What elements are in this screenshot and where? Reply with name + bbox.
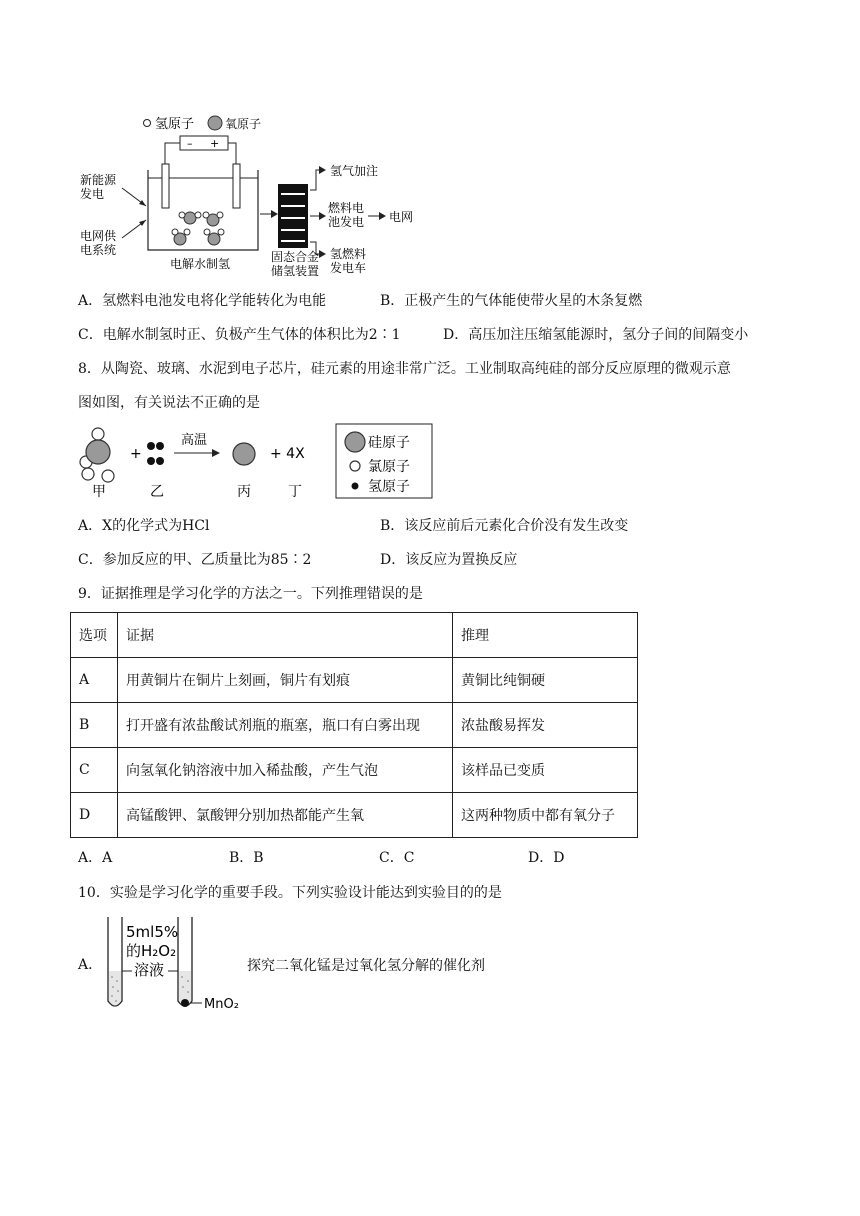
- solution-label-1: 5ml5%: [126, 923, 179, 941]
- label-jia: 甲: [92, 484, 106, 500]
- q9-option-b[interactable]: B．B: [229, 850, 264, 866]
- row-option: B: [71, 703, 118, 748]
- mno2-solid: [181, 999, 189, 1007]
- electrolysis-hydrogen-diagram: [78, 108, 428, 280]
- plus-sign-1: +: [130, 446, 142, 462]
- row-reasoning: 浓盐酸易挥发: [453, 703, 638, 748]
- electrolysis-label: 电解水制氢: [170, 257, 231, 271]
- q10-option-a-letter[interactable]: A．: [78, 957, 103, 973]
- row-evidence: 高锰酸钾、氯酸钾分别加热都能产生氧: [118, 793, 453, 838]
- q7-option-b[interactable]: B．正极产生的气体能使带火星的木条复燃: [380, 293, 643, 309]
- legend-chlorine: 氯原子: [368, 459, 410, 475]
- table-row: [71, 703, 638, 748]
- label-bing: 丙: [237, 484, 251, 500]
- legend-oxygen-label: 氧原子: [225, 117, 262, 131]
- legend-hydrogen: 氢原子: [368, 479, 410, 495]
- source-new-energy-1: 新能源: [80, 173, 117, 187]
- legend-silicon: 硅原子: [368, 435, 410, 451]
- q8-stem-line1: 8．从陶瓷、玻璃、水泥到电子芯片，硅元素的用途非常广泛。工业制取高纯硅的部分反应原理的微观示意: [78, 361, 731, 377]
- output-car-1: 氢燃料: [330, 247, 367, 261]
- source-grid-1: 电网供: [80, 229, 117, 243]
- row-reasoning: 该样品已变质: [453, 748, 638, 793]
- row-evidence: 打开盛有浓盐酸试剂瓶的瓶塞，瓶口有白雾出现: [118, 703, 453, 748]
- legend-hydrogen-label: 氢原子: [155, 117, 195, 132]
- reactant-jia-molecule: [80, 428, 114, 482]
- output-fuelcell-1: 燃料电: [328, 201, 365, 215]
- header-evidence: 证据: [118, 613, 453, 658]
- reactant-yi-molecules: [147, 442, 164, 465]
- row-reasoning: 黄铜比纯铜硬: [453, 658, 638, 703]
- output-grid: 电网: [389, 210, 414, 224]
- q10-stem: 10．实验是学习化学的重要手段。下列实验设计能达到实验目的的是: [78, 885, 502, 901]
- evidence-reasoning-table: [70, 612, 638, 838]
- row-reasoning: 这两种物质中都有氧分子: [453, 793, 638, 838]
- table-row: [71, 793, 638, 838]
- power-minus-label: –: [187, 137, 193, 150]
- test-tube-right: [178, 917, 192, 1007]
- source-grid-2: 电系统: [80, 243, 117, 257]
- silicon-atom-legend-icon: [345, 432, 365, 452]
- q8-option-a[interactable]: A．X的化学式为HCl: [78, 518, 210, 534]
- source-new-energy-2: 发电: [80, 187, 105, 201]
- q9-stem: 9．证据推理是学习化学的方法之一。下列推理错误的是: [78, 586, 423, 602]
- table-header-row: [71, 613, 638, 658]
- hydrogen-atom-legend-icon: [144, 120, 151, 127]
- row-option: A: [71, 658, 118, 703]
- q8-option-b[interactable]: B．该反应前后元素化合价没有发生改变: [380, 518, 629, 534]
- solid-alloy-storage: [278, 184, 308, 248]
- storage-label-1: 固态合金: [271, 250, 320, 264]
- power-plus-label: +: [210, 137, 220, 150]
- hydrogen-atom-legend-icon-2: [352, 483, 359, 490]
- test-tube-left: [108, 917, 122, 1006]
- condition-high-temp: 高温: [181, 433, 208, 448]
- output-hydrogen-refuel: 氢气加注: [330, 164, 379, 178]
- q7-option-d[interactable]: D．高压加注压缩氢能源时，氢分子间的间隔变小: [443, 327, 749, 343]
- chlorine-atom-legend-icon: [350, 461, 360, 471]
- row-option: C: [71, 748, 118, 793]
- q7-option-a[interactable]: A．氢燃料电池发电将化学能转化为电能: [78, 293, 327, 309]
- solution-label-2: 的H₂O₂: [126, 942, 177, 960]
- row-evidence: 用黄铜片在铜片上刻画，铜片有划痕: [118, 658, 453, 703]
- label-yi: 乙: [150, 484, 164, 500]
- product-bing-atom: [233, 443, 255, 465]
- q9-option-a[interactable]: A．A: [78, 850, 113, 866]
- table-row: [71, 658, 638, 703]
- q8-option-d[interactable]: D．该反应为置换反应: [380, 552, 518, 568]
- q8-option-c[interactable]: C．参加反应的甲、乙质量比为85∶2: [78, 552, 312, 568]
- silicon-reaction-diagram: [74, 422, 444, 504]
- q9-option-d[interactable]: D．D: [528, 850, 565, 866]
- header-reasoning: 推理: [453, 613, 638, 658]
- label-ding: 丁: [288, 484, 302, 500]
- output-fuelcell-2: 池发电: [328, 215, 365, 229]
- output-car-2: 发电车: [330, 261, 367, 275]
- oxygen-atom-legend-icon: [208, 116, 222, 130]
- water-molecules: [172, 212, 224, 245]
- row-option: D: [71, 793, 118, 838]
- q9-option-c[interactable]: C．C: [379, 850, 415, 866]
- test-tube-experiment-figure: [104, 915, 254, 1015]
- reagent-mno2-label: MnO₂: [204, 997, 239, 1012]
- q10-option-a-text: 探究二氧化锰是过氧化氢分解的催化剂: [247, 958, 485, 974]
- header-option: 选项: [71, 613, 118, 658]
- q8-stem-line2: 图如图，有关说法不正确的是: [78, 395, 260, 411]
- product-ding-term: + 4X: [270, 446, 305, 462]
- solution-label-3: 溶液: [134, 961, 165, 979]
- q7-option-c[interactable]: C．电解水制氢时正、负极产生气体的体积比为2∶1: [78, 327, 401, 343]
- table-row: [71, 748, 638, 793]
- storage-label-2: 储氢装置: [271, 264, 320, 278]
- row-evidence: 向氢氧化钠溶液中加入稀盐酸，产生气泡: [118, 748, 453, 793]
